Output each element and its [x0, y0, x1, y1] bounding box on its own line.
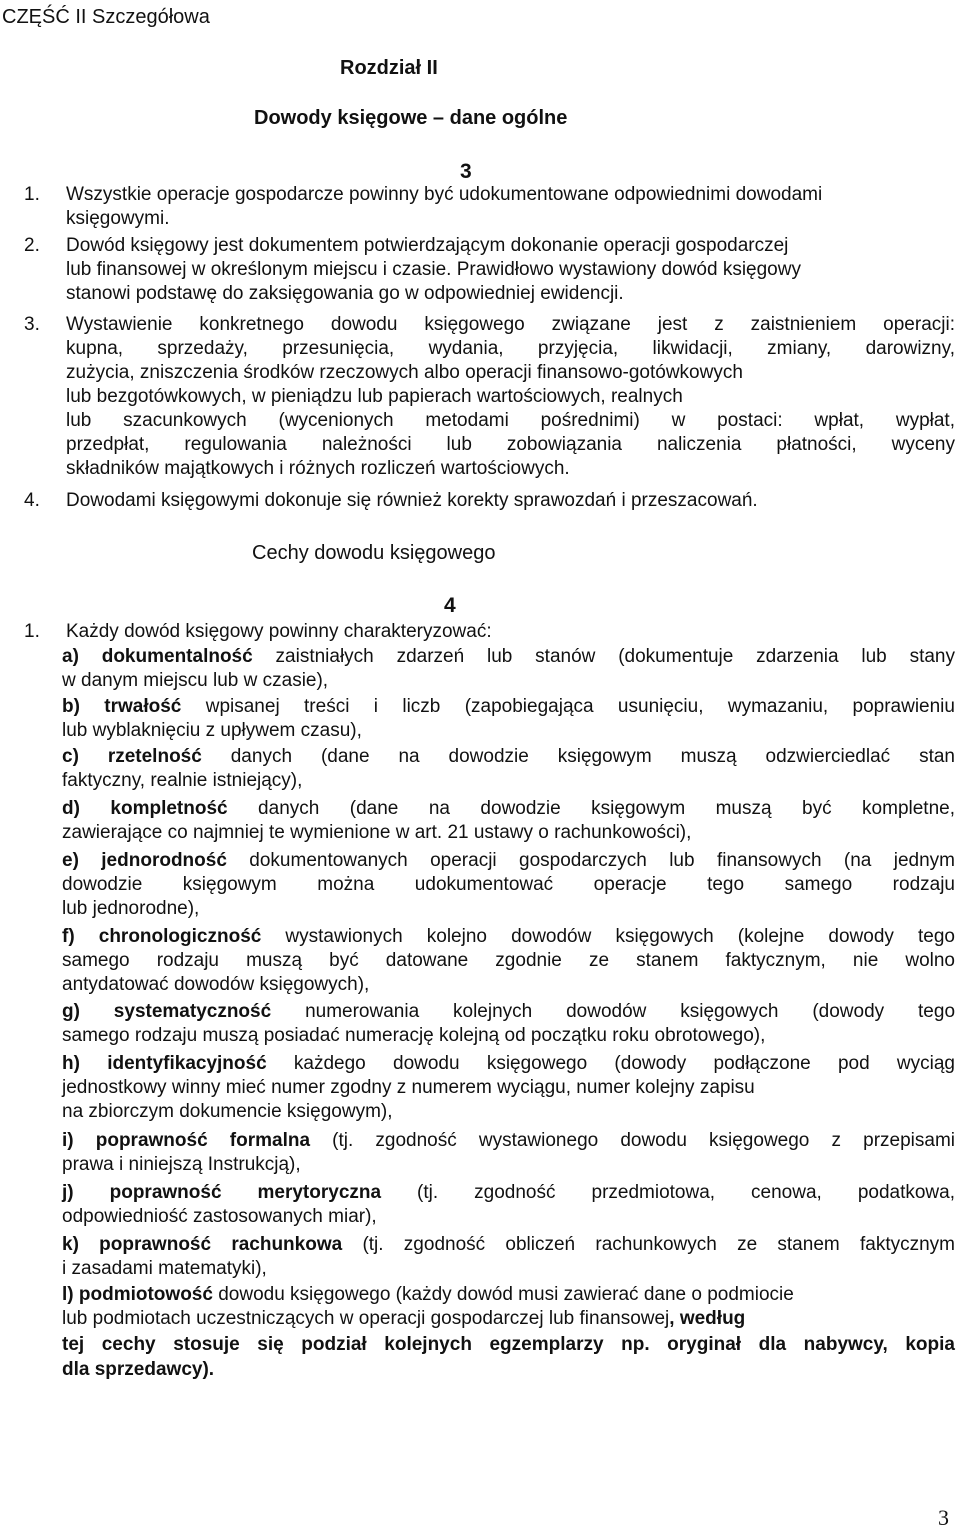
feature-line [62, 925, 955, 949]
list-number: 2. [24, 235, 40, 256]
paragraph-mark-4: 4 [444, 594, 456, 617]
feature-description: (tj. zgodność przedmiotowa, cenowa, podatkowa, [381, 1182, 955, 1203]
list-item-line: kupna, sprzedaży, przesunięcia, wydania, przyjęcia, likwidacji, zmiany, darowizny, [66, 338, 955, 359]
feature-term: j) poprawność merytoryczna [62, 1182, 382, 1203]
feature-continuation: samego rodzaju muszą być datowane zgodnie ze stanem faktycznym, nie wolno [62, 950, 955, 971]
feature-term: f) chronologiczność [62, 926, 262, 947]
feature-term: d) kompletność [62, 798, 228, 819]
feature-description: numerowania kolejnych dowodów księgowych (dowody tego [271, 1001, 956, 1022]
feature-line [62, 645, 955, 669]
feature-term: i) poprawność formalna [62, 1130, 311, 1151]
feature-continuation: faktyczny, realnie istniejący), [62, 770, 303, 791]
feature-line [62, 797, 955, 821]
feature-continuation: zawierające co najmniej te wymienione w art. 21 ustawy o rachunkowości), [62, 822, 692, 843]
feature-line [62, 1129, 955, 1153]
feature-continuation: antydatować dowodów księgowych), [62, 974, 370, 995]
feature-continuation: i zasadami matematyki), [62, 1258, 267, 1279]
list-item-line: lub bezgotówkowych, w pieniądzu lub papierach wartościowych, realnych [66, 386, 683, 407]
features-heading: Cechy dowodu księgowego [252, 542, 496, 564]
feature-line [62, 849, 955, 873]
list-item-line: lub szacunkowych (wycenionych metodami pośrednimi) w postaci: wpłat, wypłat, [66, 410, 955, 431]
list-item-line: Dowodami księgowymi dokonuje się również korekty sprawozdań i przeszacowań. [66, 490, 758, 511]
feature-description: wpisanej treści i liczb (zapobiegająca usunięciu, wymazaniu, poprawieniu [181, 696, 955, 717]
feature-description: (tj. zgodność wystawionego dowodu księgowego z przepisami [310, 1130, 955, 1151]
features-intro: Każdy dowód księgowy powinny charakteryzować: [66, 621, 492, 642]
feature-description: zaistniałych zdarzeń lub stanów (dokumentuje zdarzenia lub stany [252, 646, 955, 667]
list-item-line: składników majątkowych i różnych rozliczeń wartościowych. [66, 458, 570, 479]
section-title: Dowody księgowe – dane ogólne [254, 107, 568, 129]
feature-continuation: samego rodzaju muszą posiadać numerację kolejną od początku roku obrotowego), [62, 1025, 766, 1046]
feature-term: k) poprawność rachunkowa [62, 1234, 343, 1255]
feature-continuation-bold: , według [669, 1308, 746, 1329]
feature-bold-line: dla sprzedawcy). [62, 1359, 215, 1380]
feature-line [62, 1000, 955, 1024]
feature-continuation: w danym miejscu lub w czasie), [62, 670, 329, 691]
feature-continuation: prawa i niniejszą Instrukcją), [62, 1154, 301, 1175]
page-number: 3 [938, 1505, 949, 1530]
list-number: 1. [24, 184, 40, 205]
feature-description: dowodu księgowego (każdy dowód musi zawierać dane o podmiocie [212, 1284, 794, 1305]
feature-description: (tj. zgodność obliczeń rachunkowych ze stanem faktycznym [342, 1234, 955, 1255]
feature-term: l) podmiotowość [62, 1284, 213, 1305]
feature-line [62, 695, 955, 719]
feature-term: b) trwałość [62, 696, 182, 717]
list-number: 4. [24, 490, 40, 511]
feature-term: g) systematyczność [62, 1001, 272, 1022]
feature-line [62, 745, 955, 769]
feature-term: a) dokumentalność [62, 646, 253, 667]
feature-continuation: jednostkowy winny mieć numer zgodny z numerem wyciągu, numer kolejny zapisu [62, 1077, 755, 1098]
feature-continuation: na zbiorczym dokumencie księgowym), [62, 1101, 393, 1122]
feature-line [62, 1052, 955, 1076]
feature-description: danych (dane na dowodzie księgowym muszą być kompletne, [227, 798, 955, 819]
list-item-line: Wystawienie konkretnego dowodu księgowego związane jest z zaistnieniem operacji: [66, 314, 955, 335]
list-number: 3. [24, 314, 40, 335]
list-item-line: Wszystkie operacje gospodarcze powinny być udokumentowane odpowiednimi dowodami [66, 184, 823, 205]
feature-description: danych (dane na dowodzie księgowym muszą odzwierciedlać stan [201, 746, 955, 767]
list-item-line: stanowi podstawę do zaksięgowania go w odpowiedniej ewidencji. [66, 283, 624, 304]
paragraph-mark-3: 3 [460, 160, 472, 183]
feature-continuation: lub wyblaknięciu z upływem czasu), [62, 720, 362, 741]
list-item-line: przedpłat, regulowania należności lub zobowiązania naliczenia płatności, wyceny [66, 434, 955, 455]
feature-continuation: lub jednorodne), [62, 898, 200, 919]
list-item-line: zużycia, zniszczenia środków rzeczowych albo operacji finansowo-gotówkowych [66, 362, 743, 383]
feature-description: wystawionych kolejno dowodów księgowych (kolejne dowody tego [261, 926, 955, 947]
feature-line [62, 1181, 955, 1205]
page-header: CZĘŚĆ II Szczegółowa [2, 6, 210, 28]
feature-continuation-text: lub podmiotach uczestniczących w operacji gospodarczej lub finansowej [62, 1308, 670, 1329]
feature-line [62, 1283, 794, 1307]
list-item-line: księgowymi. [66, 208, 170, 229]
feature-term: e) jednorodność [62, 850, 227, 871]
feature-term: h) identyfikacyjność [62, 1053, 267, 1074]
feature-continuation: dowodzie księgowym można udokumentować operacje tego samego rodzaju [62, 874, 955, 895]
feature-continuation [62, 1307, 745, 1331]
feature-bold-line: tej cechy stosuje się podział kolejnych egzemplarzy np. oryginał dla nabywcy, kopia [62, 1334, 955, 1355]
list-item-line: lub finansowej w określonym miejscu i czasie. Prawidłowo wystawiony dowód księgowy [66, 259, 801, 280]
chapter-title: Rozdział II [340, 57, 438, 79]
feature-term: c) rzetelność [62, 746, 202, 767]
feature-description: dokumentowanych operacji gospodarczych lub finansowych (na jednym [226, 850, 955, 871]
list-number: 1. [24, 621, 40, 642]
feature-continuation: odpowiedniość zastosowanych miar), [62, 1206, 377, 1227]
feature-line [62, 1233, 955, 1257]
list-item-line: Dowód księgowy jest dokumentem potwierdzającym dokonanie operacji gospodarczej [66, 235, 789, 256]
feature-description: każdego dowodu księgowego (dowody podłączone pod wyciąg [266, 1053, 956, 1074]
